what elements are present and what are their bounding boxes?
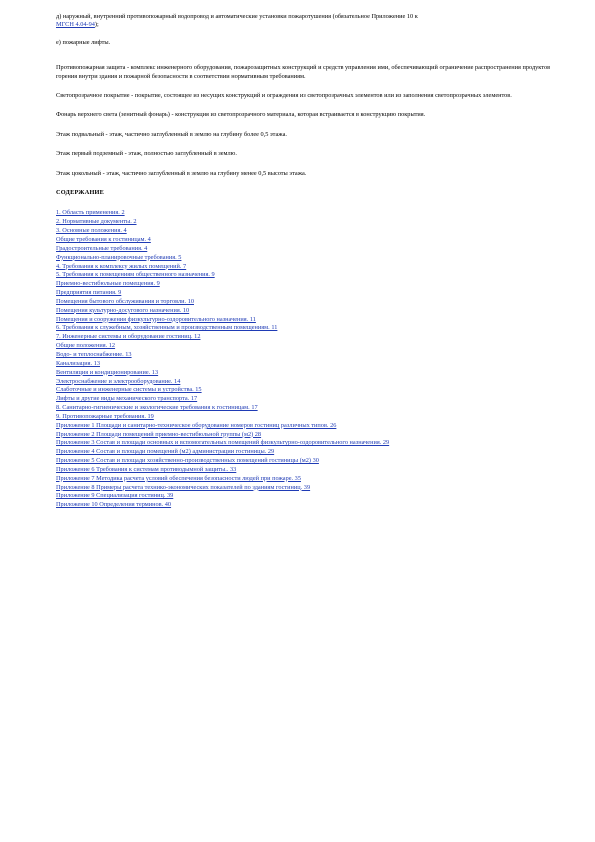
toc-link[interactable]: Электроснабжение и электрооборудование. 14 <box>56 377 181 385</box>
toc-link[interactable]: Канализация. 13 <box>56 359 101 367</box>
toc-item <box>56 386 556 395</box>
toc-item <box>56 475 556 484</box>
toc-item <box>56 431 556 440</box>
toc-item <box>56 307 556 316</box>
toc-item <box>56 395 556 404</box>
toc-item <box>56 484 556 493</box>
paragraph-item-e: е) пожарные лифты. <box>56 38 111 46</box>
definition-skylight: Фонарь верхнего света (зенитный фонарь) - конструкция из светопрозрачного материала, которая встраивается в конструкцию покрытия. <box>56 111 426 119</box>
toc-link[interactable]: Приложение 7 Методика расчета условий обеспечения безопасности людей при пожаре. 35 <box>56 474 301 482</box>
toc-item <box>56 378 556 387</box>
toc-item <box>56 298 556 307</box>
toc-link[interactable]: Приложение 3 Состав и площади основных и вспомогательных помещений физкультурно-оздоровительного назначения. 29 <box>56 439 390 447</box>
toc-item <box>56 404 556 413</box>
toc-item <box>56 289 556 298</box>
toc-item <box>56 457 556 466</box>
paragraph-item-d <box>56 13 556 30</box>
toc-link[interactable]: Приложение 10 Определения терминов. 40 <box>56 501 172 509</box>
toc-link[interactable]: Приложение 2 Площади помещений приемно-вестибюльной группы (м2) 28 <box>56 430 262 438</box>
toc-item <box>56 351 556 360</box>
toc-link[interactable]: Приложение 6 Требования к системам противодымной защиты.. 33 <box>56 465 237 473</box>
toc-link[interactable]: 7. Инженерные системы и оборудование гостиниц. 12 <box>56 333 201 341</box>
toc-link[interactable]: Общие положения. 12 <box>56 342 116 350</box>
toc-item <box>56 254 556 263</box>
toc-link[interactable]: Приложение 5 Состав и площади хозяйственно-производственных помещений гостиницы (м2) 30 <box>56 457 319 465</box>
toc-item <box>56 360 556 369</box>
toc-link[interactable]: 5. Требования к помещениям общественного назначения. 9 <box>56 271 215 279</box>
toc-item <box>56 492 556 501</box>
toc-item <box>56 501 556 510</box>
toc-item <box>56 342 556 351</box>
toc-link[interactable]: 6. Требования к служебным, хозяйственным и производственным помещениям. 11 <box>56 324 278 332</box>
toc-link[interactable]: Слаботочные и инженерные системы и устройства. 15 <box>56 386 202 394</box>
toc-link[interactable]: Вентиляция и кондиционирование. 13 <box>56 368 159 376</box>
toc-title: СОДЕРЖАНИЕ <box>56 189 105 197</box>
toc-item <box>56 218 556 227</box>
toc-link[interactable]: 8. Санитарно-гигиенические и экологические требования к гостиницам. 17 <box>56 404 258 412</box>
definition-fire-protection: Противопожарная защита - комплекс инженерного оборудования, пожарозащитных конструкций и средств управления ими, обеспечивающий ограничение распространения продуктов горения внутри здания и пожарной безопасности в соответствии нормативным требованиям. <box>56 64 551 80</box>
toc-link[interactable]: Помещения и сооружения физкультурно-оздоровительного назначения. 11 <box>56 315 256 323</box>
toc-list <box>56 209 556 510</box>
toc-item <box>56 422 556 431</box>
document-content <box>56 13 556 510</box>
toc-link[interactable]: Функционально-планировочные требования. 5 <box>56 253 182 261</box>
toc-item <box>56 333 556 342</box>
toc-link[interactable]: Предприятия питания. 9 <box>56 289 122 297</box>
item-d-text: д) наружный, внутренний противопожарный водопровод и автоматические установки пожаротушения (обязательное Приложение 10 к <box>56 13 418 20</box>
toc-link[interactable]: Общие требования к гостиницам. 4 <box>56 236 151 243</box>
toc-link[interactable]: Приемно-вестибюльные помещения. 9 <box>56 280 160 288</box>
mgsn-link[interactable]: МГСН 4.04-94 <box>56 21 95 29</box>
item-d-end: ); <box>94 21 99 29</box>
toc-item <box>56 413 556 422</box>
toc-item <box>56 209 556 218</box>
toc-link[interactable]: 2. Нормативные документы. 2 <box>56 218 137 226</box>
toc-link[interactable]: Лифты и другие виды механического транспорта. 17 <box>56 395 198 403</box>
toc-item <box>56 236 556 245</box>
toc-link[interactable]: Приложение 8 Примеры расчета технико-экономических показателей по зданиям гостиниц. 39 <box>56 483 311 491</box>
toc-link[interactable]: Помещения культурно-досугового назначения. 10 <box>56 306 190 314</box>
toc-link[interactable]: Приложение 9 Специализация гостиниц. 39 <box>56 492 174 500</box>
definition-plinth-floor: Этаж цокольный - этаж, частично заглубленный в землю на глубину менее 0,5 высоты этажа. <box>56 169 307 177</box>
toc-link[interactable]: Градостроительные требования. 4 <box>56 244 148 252</box>
definition-underground-floor: Этаж первый подземный - этаж, полностью заглубленный в землю. <box>56 150 237 158</box>
toc-link[interactable]: 4. Требования к комплексу жилых помещений. 7 <box>56 262 187 270</box>
toc-item <box>56 448 556 457</box>
toc-link[interactable]: Приложение 1 Площади и санитарно-техническое оборудование номеров гостиниц различных типов. 26 <box>56 421 337 429</box>
definition-translucent-roof: Светопрозрачное покрытие - покрытие, состоящее из несущих конструкций и ограждения из светопрозрачных элементов или из заполнения светопрозрачных элементов. <box>56 92 512 100</box>
toc-item <box>56 369 556 378</box>
toc-link[interactable]: 9. Противопожарные требования. 19 <box>56 412 154 420</box>
toc-link[interactable]: Водо- и теплоснабжение. 13 <box>56 350 132 358</box>
toc-item <box>56 324 556 333</box>
toc-item <box>56 439 556 448</box>
toc-item <box>56 227 556 236</box>
toc-item <box>56 271 556 280</box>
toc-item <box>56 263 556 272</box>
toc-item <box>56 280 556 289</box>
toc-item <box>56 466 556 475</box>
toc-link[interactable]: 1. Область применения. 2 <box>56 209 125 217</box>
toc-link[interactable]: 3. Основные положения. 4 <box>56 227 127 235</box>
toc-link[interactable]: Приложение 4 Состав и площади помещений (м2) администрации гостиницы. 29 <box>56 448 275 456</box>
definition-basement-floor: Этаж подвальный - этаж, частично заглубленный в землю на глубину более 0,5 этажа. <box>56 130 288 138</box>
toc-link[interactable]: Помещения бытового обслуживания и торговли. 10 <box>56 297 194 305</box>
toc-item <box>56 316 556 325</box>
toc-item <box>56 245 556 254</box>
